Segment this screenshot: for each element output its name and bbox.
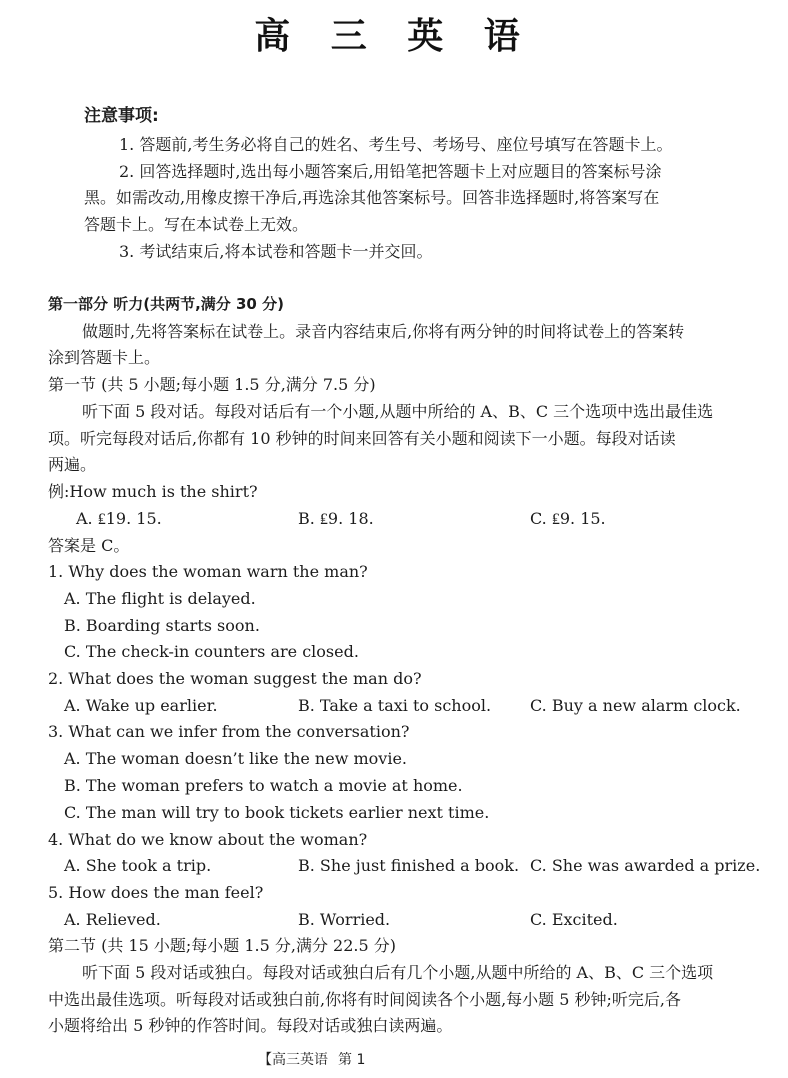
example-option-c: C. ₤9. 15. (530, 509, 606, 528)
page-footer (258, 1050, 375, 1070)
question-2-option-b: B. Take a taxi to school. (298, 696, 492, 715)
question-4: 4. What do we know about the woman? (48, 830, 368, 849)
question-1-option-a: A. The flight is delayed. (64, 589, 256, 608)
question-1: 1. Why does the woman warn the man? (48, 562, 368, 581)
page-title: 高 三 英 语 (254, 16, 534, 57)
question-5-option-a: A. Relieved. (64, 910, 161, 929)
question-3-option-b: B. The woman prefers to watch a movie at home. (64, 776, 463, 795)
question-1-option-b: B. Boarding starts soon. (64, 616, 260, 635)
section2-heading: 第二节 (共 15 小题;每小题 1.5 分,满分 22.5 分) (48, 936, 396, 955)
question-3-option-c: C. The man will try to book tickets earlier next time. (64, 803, 490, 822)
question-4-option-c: C. She was awarded a prize. (530, 856, 761, 875)
section1-intro-line-2: 项。听完每段对话后,你都有 10 秒钟的时间来回答有关小题和阅读下一小题。每段对话读 (48, 429, 676, 448)
part1-intro-line-1: 做题时,先将答案标在试卷上。录音内容结束后,你将有两分钟的时间将试卷上的答案转 (82, 322, 685, 341)
notice-item-2-line-3: 答题卡上。写在本试卷上无效。 (84, 215, 309, 234)
question-1-option-c: C. The check-in counters are closed. (64, 642, 359, 661)
notice-item-2-line-2: 黑。如需改动,用橡皮擦干净后,再选涂其他答案标号。回答非选择题时,将答案写在 (84, 188, 660, 207)
notice-item-3: 3. 考试结束后,将本试卷和答题卡一并交回。 (119, 242, 433, 261)
notice-heading: 注意事项: (84, 106, 159, 126)
part1-intro-line-2: 涂到答题卡上。 (48, 348, 161, 367)
section2-intro-line-1: 听下面 5 段对话或独白。每段对话或独白后有几个小题,从题中所给的 A、B、C 三个选项 (82, 963, 714, 982)
question-3: 3. What can we infer from the conversation? (48, 722, 410, 741)
question-2: 2. What does the woman suggest the man do? (48, 669, 422, 688)
question-2-option-a: A. Wake up earlier. (64, 696, 218, 715)
example-answer: 答案是 C。 (48, 536, 130, 555)
section1-intro-line-1: 听下面 5 段对话。每段对话后有一个小题,从题中所给的 A、B、C 三个选项中选出最佳选 (82, 402, 714, 421)
question-5-option-b: B. Worried. (298, 910, 391, 929)
section1-heading: 第一节 (共 5 小题;每小题 1.5 分,满分 7.5 分) (48, 375, 376, 394)
notice-item-2-line-1: 2. 回答选择题时,选出每小题答案后,用铅笔把答题卡上对应题目的答案标号涂 (119, 162, 662, 181)
question-5-option-c: C. Excited. (530, 910, 618, 929)
example-question: 例:How much is the shirt? (48, 482, 258, 501)
section2-intro-line-2: 中选出最佳选项。听每段对话或独白前,你将有时间阅读各个小题,每小题 5 秒钟;听完后,各 (48, 990, 682, 1009)
footer-page: 第 1 (338, 1052, 366, 1068)
section1-intro-line-3: 两遍。 (48, 455, 97, 474)
notice-item-1: 1. 答题前,考生务必将自己的姓名、考生号、考场号、座位号填写在答题卡上。 (119, 135, 673, 154)
question-5: 5. How does the man feel? (48, 883, 264, 902)
question-4-option-a: A. She took a trip. (64, 856, 212, 875)
question-4-option-b: B. She just finished a book. (298, 856, 520, 875)
footer-subject: 【高三英语 (258, 1052, 328, 1068)
part1-heading: 第一部分 听力(共两节,满分 30 分) (48, 295, 284, 313)
section2-intro-line-3: 小题将给出 5 秒钟的作答时间。每段对话或独白读两遍。 (48, 1016, 453, 1035)
example-option-a: A. ₤19. 15. (76, 509, 162, 528)
example-option-b: B. ₤9. 18. (298, 509, 374, 528)
question-2-option-c: C. Buy a new alarm clock. (530, 696, 741, 715)
question-3-option-a: A. The woman doesn’t like the new movie. (64, 749, 407, 768)
